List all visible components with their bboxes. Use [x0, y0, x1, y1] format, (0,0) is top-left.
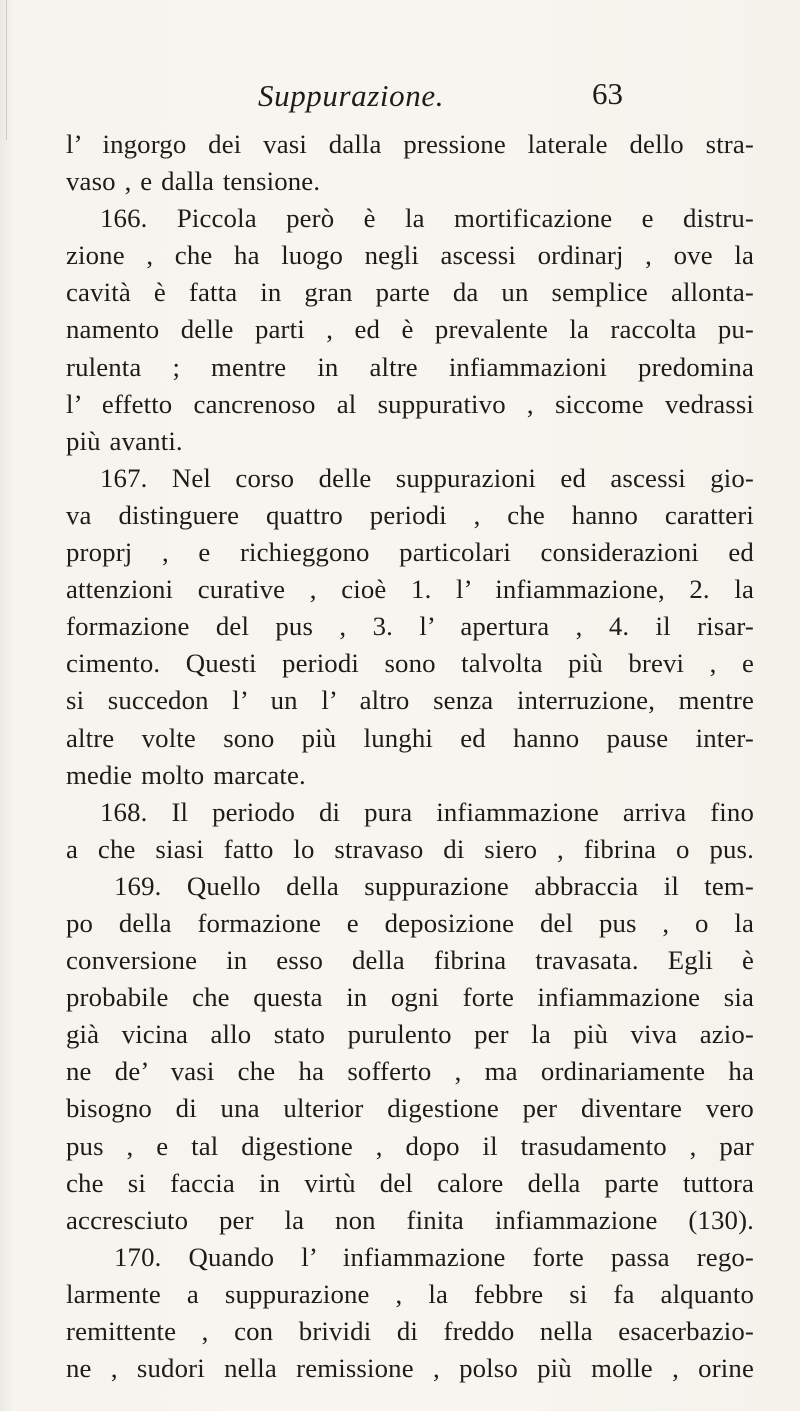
text-line: che si faccia in virtù del calore della parte tuttora	[66, 1167, 754, 1198]
text-line: namento delle parti , ed è prevalente la raccolta pu-	[66, 314, 754, 345]
text-line: vaso , e dalla tensione.	[66, 166, 321, 197]
text-line: larmente a suppurazione , la febbre si fa alquanto	[66, 1278, 754, 1309]
text-line: pus , e tal digestione , dopo il trasudamento , par	[66, 1130, 754, 1161]
paragraph-169-start: 169. Quello della suppurazione abbraccia il tem-	[114, 870, 754, 901]
text-line: ne , sudori nella remissione , polso più molle , orine	[66, 1353, 754, 1384]
paragraph-166-start: 166. Piccola però è la mortificazione e distru-	[100, 203, 754, 234]
text-line: remittente , con brividi di freddo nella esacerbazio-	[66, 1316, 754, 1346]
text-line: ne de’ vasi che ha sofferto , ma ordinariamente ha	[66, 1056, 754, 1087]
paragraph-167-start: 167. Nel corso delle suppurazioni ed ascessi gio-	[100, 462, 754, 493]
body-text	[66, 126, 754, 1387]
text-line: l’ effetto cancrenoso al suppurativo , siccome vedrassi	[66, 388, 754, 419]
text-line: bisogno di una ulterior digestione per diventare vero	[66, 1093, 754, 1124]
text-line: l’ ingorgo dei vasi dalla pressione laterale dello stra-	[66, 129, 754, 159]
paragraph-170-start: 170. Quando l’ infiammazione forte passa rego-	[114, 1241, 754, 1272]
text-line: si succedon l’ un l’ altro senza interruzione, mentre	[66, 685, 754, 716]
text-line: zione , che ha luogo negli ascessi ordinarj , ove la	[66, 240, 754, 271]
text-line: va distinguere quattro periodi , che hanno caratteri	[66, 499, 754, 530]
paragraph-168-start: 168. Il periodo di pura infiammazione arriva fino	[100, 796, 754, 827]
text-line: più avanti.	[66, 425, 183, 456]
page-edge-mark	[6, 0, 7, 140]
text-line: proprj , e richieggono particolari considerazioni ed	[66, 537, 754, 568]
text-line: attenzioni curative , cioè 1. l’ infiammazione, 2. la	[66, 574, 754, 605]
text-line: cimento. Questi periodi sono talvolta più brevi , e	[66, 648, 754, 679]
text-line: accresciuto per la non finita infiammazione (130).	[66, 1204, 754, 1235]
text-line: già vicina allo stato purulento per la più viva azio-	[66, 1019, 754, 1050]
text-line: rulenta ; mentre in altre infiammazioni predomina	[66, 351, 754, 382]
running-title: Suppurazione.	[258, 78, 445, 113]
text-line: cavità è fatta in gran parte da un semplice allonta-	[66, 277, 754, 308]
text-line: formazione del pus , 3. l’ apertura , 4. il risar-	[66, 611, 754, 642]
text-line: po della formazione e deposizione del pus , o la	[66, 907, 754, 938]
text-line: probabile che questa in ogni forte infiammazione sia	[66, 982, 754, 1013]
text-line: conversione in esso della fibrina travasata. Egli è	[66, 945, 754, 976]
text-line: altre volte sono più lunghi ed hanno pause inter-	[66, 722, 754, 753]
page-number: 63	[592, 76, 623, 111]
text-line: medie molto marcate.	[66, 759, 306, 790]
text-line: a che siasi fatto lo stravaso di siero , fibrina o pus.	[66, 833, 754, 864]
